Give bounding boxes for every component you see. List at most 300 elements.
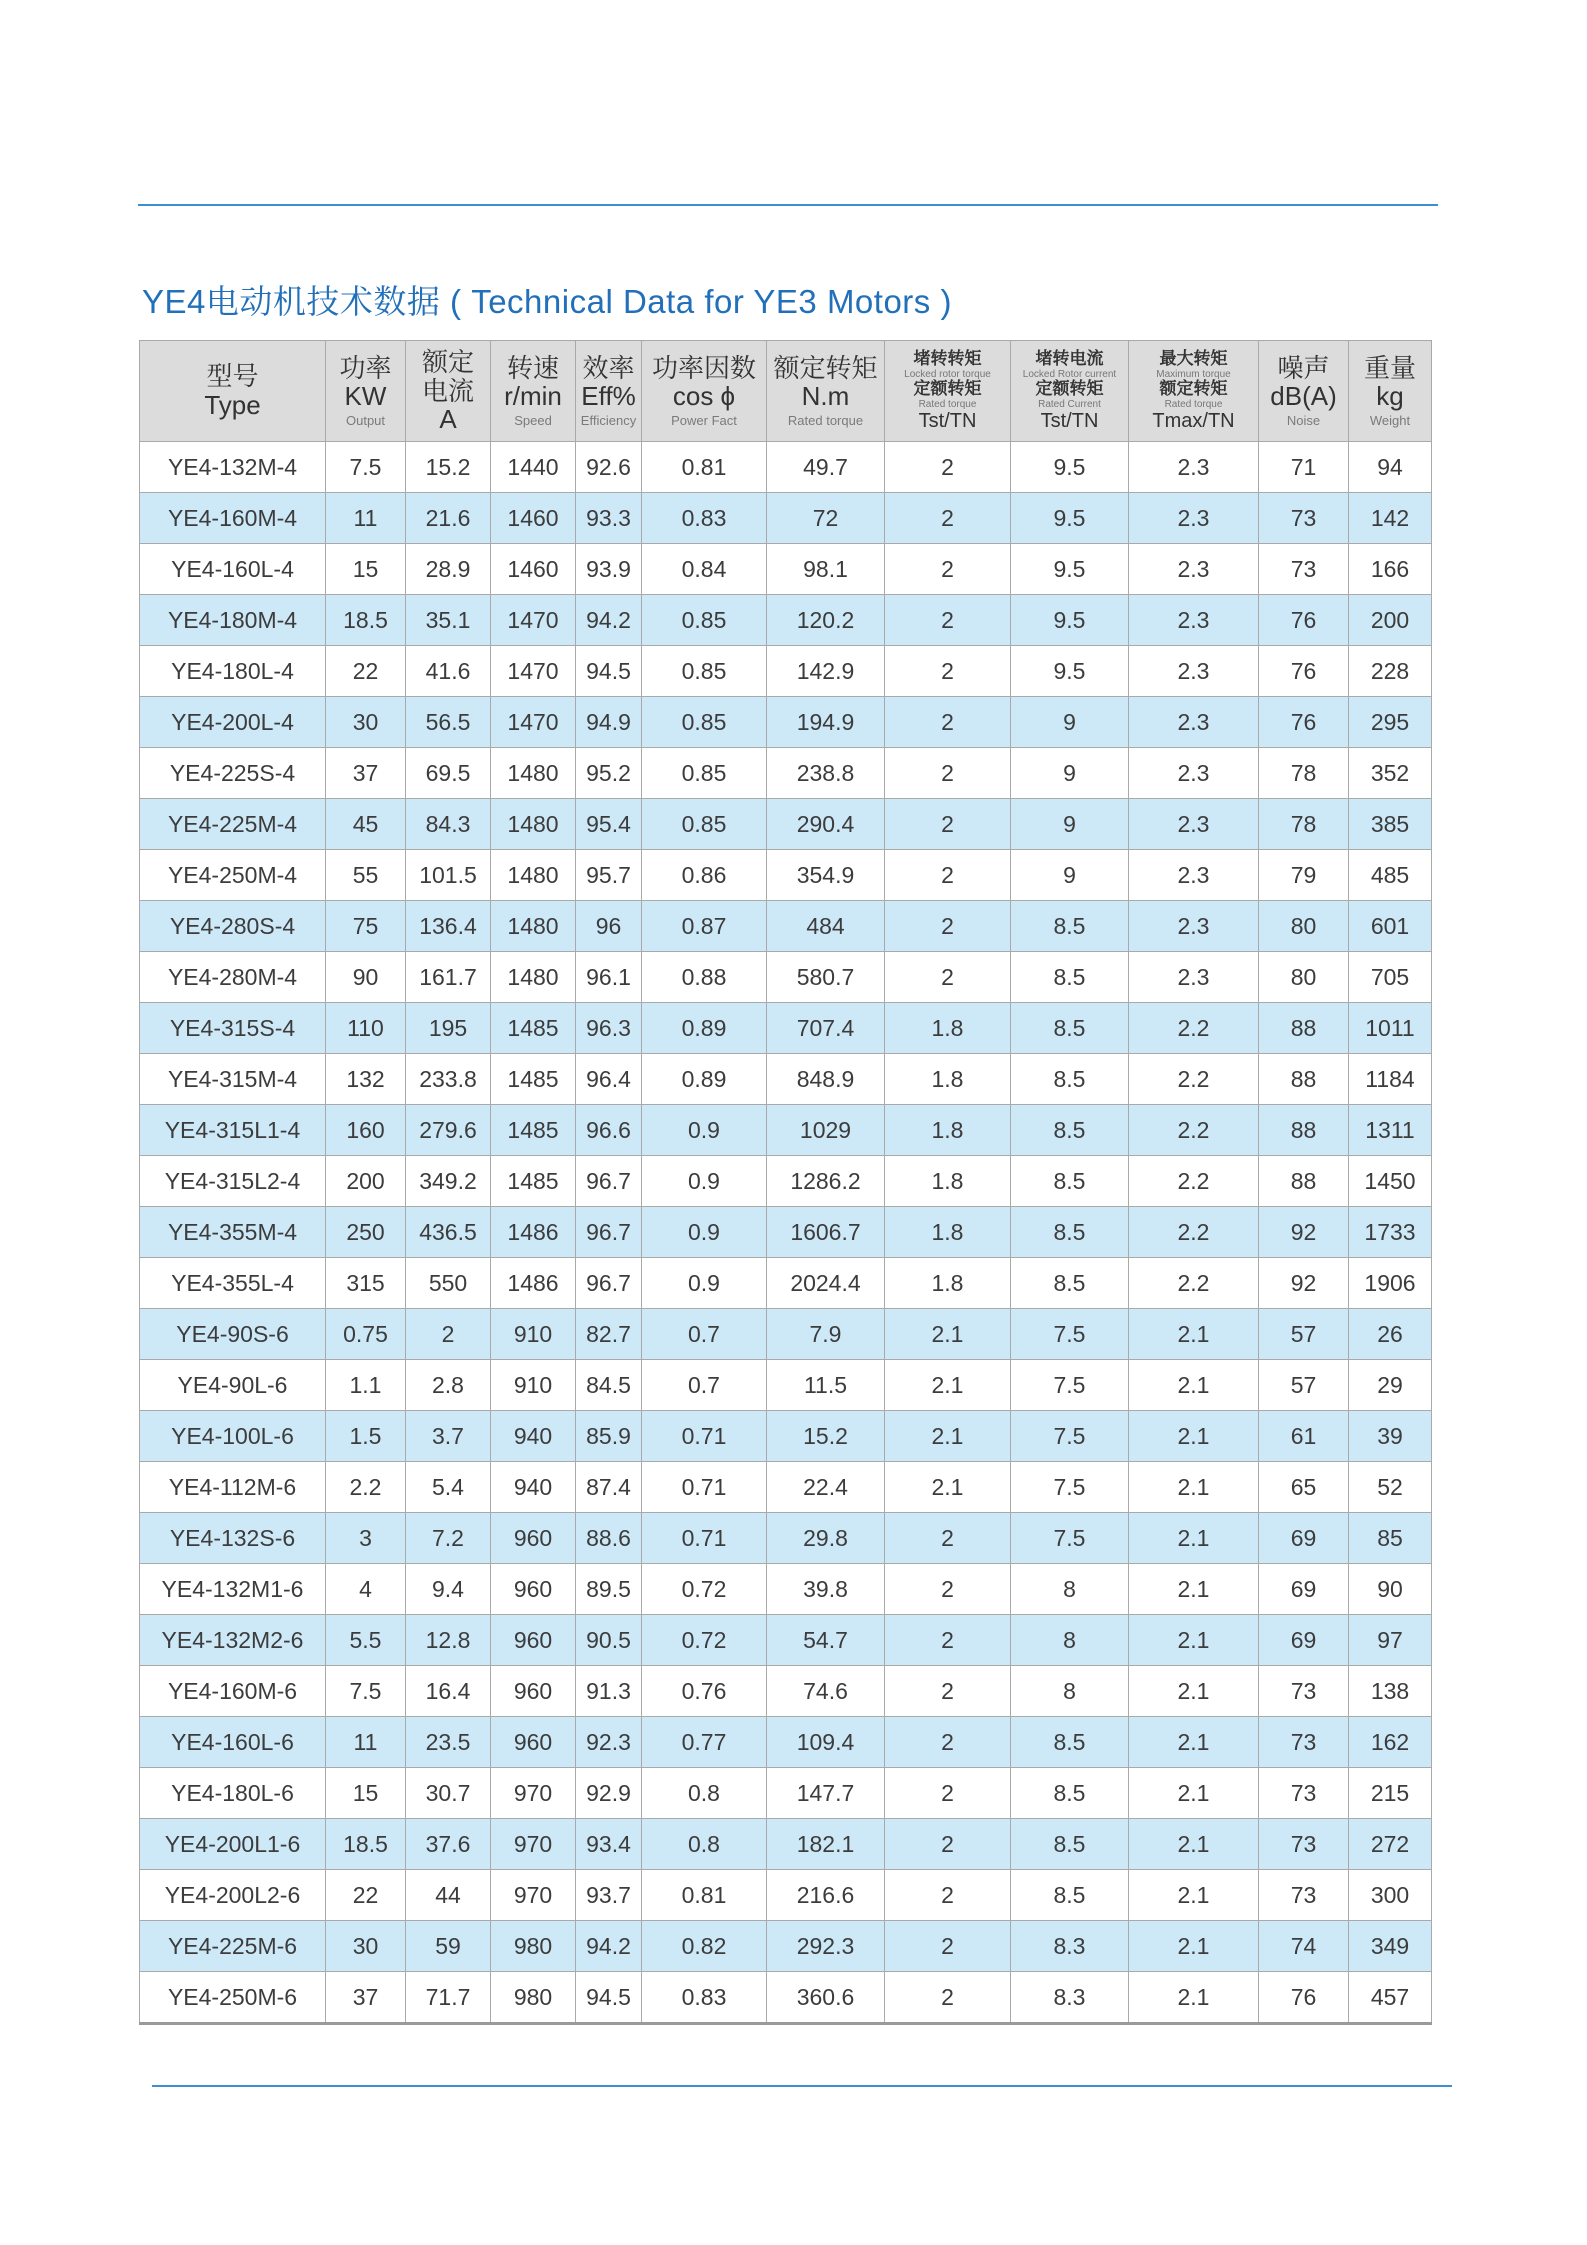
- value-cell: 80: [1259, 901, 1349, 952]
- value-cell: 8.5: [1011, 1003, 1129, 1054]
- value-cell: 1440: [491, 442, 576, 493]
- model-cell: YE4-250M-4: [140, 850, 326, 901]
- value-cell: 92.3: [576, 1717, 642, 1768]
- value-cell: 0.72: [642, 1615, 767, 1666]
- value-cell: 3.7: [406, 1411, 491, 1462]
- value-cell: 96.3: [576, 1003, 642, 1054]
- value-cell: 2.3: [1129, 646, 1259, 697]
- value-cell: 78: [1259, 799, 1349, 850]
- value-cell: 57: [1259, 1360, 1349, 1411]
- model-cell: YE4-315L2-4: [140, 1156, 326, 1207]
- value-cell: 1470: [491, 595, 576, 646]
- table-row: [140, 1156, 1432, 1207]
- value-cell: 97: [1349, 1615, 1432, 1666]
- value-cell: 0.7: [642, 1309, 767, 1360]
- value-cell: 72: [767, 493, 885, 544]
- col-locked-current-ratio: 堵转电流 Locked Rotor current 定额转矩 Rated Current Tst/TN: [1011, 341, 1129, 442]
- table-row: [140, 1513, 1432, 1564]
- table-row: [140, 1768, 1432, 1819]
- value-cell: 8.5: [1011, 1870, 1129, 1921]
- value-cell: 69.5: [406, 748, 491, 799]
- value-cell: 2.1: [1129, 1462, 1259, 1513]
- value-cell: 2: [885, 799, 1011, 850]
- value-cell: 200: [326, 1156, 406, 1207]
- value-cell: 59: [406, 1921, 491, 1972]
- value-cell: 96.4: [576, 1054, 642, 1105]
- value-cell: 1485: [491, 1003, 576, 1054]
- value-cell: 96.7: [576, 1258, 642, 1309]
- value-cell: 1184: [1349, 1054, 1432, 1105]
- value-cell: 29: [1349, 1360, 1432, 1411]
- value-cell: 15.2: [406, 442, 491, 493]
- value-cell: 8.5: [1011, 1156, 1129, 1207]
- value-cell: 980: [491, 1921, 576, 1972]
- value-cell: 22: [326, 1870, 406, 1921]
- value-cell: 28.9: [406, 544, 491, 595]
- value-cell: 2: [885, 748, 1011, 799]
- value-cell: 960: [491, 1564, 576, 1615]
- value-cell: 279.6: [406, 1105, 491, 1156]
- table-row: [140, 952, 1432, 1003]
- value-cell: 16.4: [406, 1666, 491, 1717]
- value-cell: 71: [1259, 442, 1349, 493]
- value-cell: 0.84: [642, 544, 767, 595]
- value-cell: 2.1: [885, 1411, 1011, 1462]
- value-cell: 1460: [491, 493, 576, 544]
- value-cell: 385: [1349, 799, 1432, 850]
- value-cell: 580.7: [767, 952, 885, 1003]
- value-cell: 91.3: [576, 1666, 642, 1717]
- value-cell: 1450: [1349, 1156, 1432, 1207]
- value-cell: 101.5: [406, 850, 491, 901]
- value-cell: 0.85: [642, 646, 767, 697]
- value-cell: 360.6: [767, 1972, 885, 2024]
- value-cell: 65: [1259, 1462, 1349, 1513]
- value-cell: 2: [885, 544, 1011, 595]
- value-cell: 2024.4: [767, 1258, 885, 1309]
- value-cell: 56.5: [406, 697, 491, 748]
- value-cell: 2: [885, 1513, 1011, 1564]
- table-row: [140, 646, 1432, 697]
- value-cell: 195: [406, 1003, 491, 1054]
- value-cell: 87.4: [576, 1462, 642, 1513]
- value-cell: 61: [1259, 1411, 1349, 1462]
- value-cell: 8.5: [1011, 1054, 1129, 1105]
- value-cell: 35.1: [406, 595, 491, 646]
- value-cell: 39: [1349, 1411, 1432, 1462]
- value-cell: 5.5: [326, 1615, 406, 1666]
- value-cell: 71.7: [406, 1972, 491, 2024]
- value-cell: 37.6: [406, 1819, 491, 1870]
- value-cell: 15: [326, 544, 406, 595]
- value-cell: 238.8: [767, 748, 885, 799]
- value-cell: 8.5: [1011, 1768, 1129, 1819]
- table-row: [140, 1054, 1432, 1105]
- value-cell: 8.3: [1011, 1921, 1129, 1972]
- value-cell: 8.5: [1011, 952, 1129, 1003]
- table-row: [140, 1564, 1432, 1615]
- model-cell: YE4-90L-6: [140, 1360, 326, 1411]
- model-cell: YE4-280M-4: [140, 952, 326, 1003]
- table-header: [140, 341, 1432, 442]
- value-cell: 138: [1349, 1666, 1432, 1717]
- col-noise: 噪声 dB(A) Noise: [1259, 341, 1349, 442]
- value-cell: 295: [1349, 697, 1432, 748]
- value-cell: 2: [885, 1564, 1011, 1615]
- model-cell: YE4-132M2-6: [140, 1615, 326, 1666]
- value-cell: 21.6: [406, 493, 491, 544]
- value-cell: 9.5: [1011, 646, 1129, 697]
- value-cell: 8.5: [1011, 1258, 1129, 1309]
- value-cell: 1480: [491, 850, 576, 901]
- value-cell: 292.3: [767, 1921, 885, 1972]
- value-cell: 88: [1259, 1003, 1349, 1054]
- value-cell: 2.1: [1129, 1360, 1259, 1411]
- value-cell: 0.89: [642, 1003, 767, 1054]
- value-cell: 74.6: [767, 1666, 885, 1717]
- value-cell: 0.81: [642, 1870, 767, 1921]
- value-cell: 18.5: [326, 595, 406, 646]
- value-cell: 2.3: [1129, 493, 1259, 544]
- value-cell: 94.5: [576, 1972, 642, 2024]
- value-cell: 2.2: [1129, 1258, 1259, 1309]
- col-power-factor: 功率因数 cos ϕ Power Fact: [642, 341, 767, 442]
- value-cell: 960: [491, 1513, 576, 1564]
- value-cell: 1.8: [885, 1054, 1011, 1105]
- value-cell: 1486: [491, 1258, 576, 1309]
- value-cell: 705: [1349, 952, 1432, 1003]
- model-cell: YE4-132M1-6: [140, 1564, 326, 1615]
- value-cell: 2: [885, 1870, 1011, 1921]
- value-cell: 2: [885, 850, 1011, 901]
- value-cell: 94: [1349, 442, 1432, 493]
- value-cell: 1480: [491, 748, 576, 799]
- value-cell: 8: [1011, 1564, 1129, 1615]
- value-cell: 7.5: [326, 1666, 406, 1717]
- value-cell: 95.2: [576, 748, 642, 799]
- value-cell: 142.9: [767, 646, 885, 697]
- value-cell: 1480: [491, 952, 576, 1003]
- value-cell: 162: [1349, 1717, 1432, 1768]
- value-cell: 1485: [491, 1105, 576, 1156]
- value-cell: 11: [326, 493, 406, 544]
- col-weight: 重量 kg Weight: [1349, 341, 1432, 442]
- value-cell: 1906: [1349, 1258, 1432, 1309]
- value-cell: 84.3: [406, 799, 491, 850]
- value-cell: 82.7: [576, 1309, 642, 1360]
- model-cell: YE4-160M-6: [140, 1666, 326, 1717]
- value-cell: 73: [1259, 1666, 1349, 1717]
- value-cell: 2.1: [1129, 1972, 1259, 2024]
- value-cell: 8.3: [1011, 1972, 1129, 2024]
- value-cell: 485: [1349, 850, 1432, 901]
- page-title: YE4电动机技术数据 ( Technical Data for YE3 Motors ): [142, 283, 952, 320]
- value-cell: 2.1: [1129, 1666, 1259, 1717]
- value-cell: 2: [885, 952, 1011, 1003]
- value-cell: 2.1: [1129, 1921, 1259, 1972]
- value-cell: 37: [326, 1972, 406, 2024]
- value-cell: 2.2: [1129, 1156, 1259, 1207]
- value-cell: 910: [491, 1360, 576, 1411]
- value-cell: 2.2: [1129, 1054, 1259, 1105]
- value-cell: 352: [1349, 748, 1432, 799]
- technical-data-table: [139, 340, 1432, 2025]
- value-cell: 2: [885, 697, 1011, 748]
- value-cell: 2: [885, 1972, 1011, 2024]
- value-cell: 315: [326, 1258, 406, 1309]
- value-cell: 95.7: [576, 850, 642, 901]
- value-cell: 22: [326, 646, 406, 697]
- value-cell: 940: [491, 1411, 576, 1462]
- value-cell: 550: [406, 1258, 491, 1309]
- value-cell: 11: [326, 1717, 406, 1768]
- value-cell: 88: [1259, 1156, 1349, 1207]
- value-cell: 0.75: [326, 1309, 406, 1360]
- model-cell: YE4-100L-6: [140, 1411, 326, 1462]
- value-cell: 1011: [1349, 1003, 1432, 1054]
- value-cell: 2.2: [1129, 1003, 1259, 1054]
- model-cell: YE4-180M-4: [140, 595, 326, 646]
- value-cell: 2.1: [1129, 1717, 1259, 1768]
- value-cell: 0.71: [642, 1411, 767, 1462]
- value-cell: 90.5: [576, 1615, 642, 1666]
- model-cell: YE4-180L-6: [140, 1768, 326, 1819]
- value-cell: 970: [491, 1768, 576, 1819]
- value-cell: 85.9: [576, 1411, 642, 1462]
- value-cell: 2.2: [1129, 1105, 1259, 1156]
- value-cell: 4: [326, 1564, 406, 1615]
- value-cell: 1480: [491, 901, 576, 952]
- value-cell: 2.1: [1129, 1411, 1259, 1462]
- value-cell: 233.8: [406, 1054, 491, 1105]
- value-cell: 22.4: [767, 1462, 885, 1513]
- value-cell: 1470: [491, 646, 576, 697]
- value-cell: 2: [885, 1666, 1011, 1717]
- value-cell: 8: [1011, 1615, 1129, 1666]
- value-cell: 601: [1349, 901, 1432, 952]
- value-cell: 9: [1011, 850, 1129, 901]
- value-cell: 0.85: [642, 595, 767, 646]
- model-cell: YE4-180L-4: [140, 646, 326, 697]
- table-row: [140, 1972, 1432, 2024]
- value-cell: 2.3: [1129, 850, 1259, 901]
- value-cell: 1.1: [326, 1360, 406, 1411]
- model-cell: YE4-90S-6: [140, 1309, 326, 1360]
- table-row: [140, 442, 1432, 493]
- value-cell: 215: [1349, 1768, 1432, 1819]
- value-cell: 132: [326, 1054, 406, 1105]
- value-cell: 94.2: [576, 595, 642, 646]
- value-cell: 182.1: [767, 1819, 885, 1870]
- value-cell: 2.3: [1129, 544, 1259, 595]
- value-cell: 1486: [491, 1207, 576, 1258]
- value-cell: 2.3: [1129, 442, 1259, 493]
- value-cell: 0.76: [642, 1666, 767, 1717]
- value-cell: 970: [491, 1819, 576, 1870]
- value-cell: 2: [885, 1615, 1011, 1666]
- value-cell: 1.8: [885, 1258, 1011, 1309]
- value-cell: 3: [326, 1513, 406, 1564]
- value-cell: 216.6: [767, 1870, 885, 1921]
- model-cell: YE4-200L-4: [140, 697, 326, 748]
- table-row: [140, 1411, 1432, 1462]
- value-cell: 8.5: [1011, 1819, 1129, 1870]
- value-cell: 2: [885, 646, 1011, 697]
- value-cell: 12.8: [406, 1615, 491, 1666]
- value-cell: 9.5: [1011, 544, 1129, 595]
- value-cell: 9: [1011, 748, 1129, 799]
- value-cell: 8.5: [1011, 1207, 1129, 1258]
- value-cell: 78: [1259, 748, 1349, 799]
- value-cell: 970: [491, 1870, 576, 1921]
- value-cell: 98.1: [767, 544, 885, 595]
- value-cell: 1470: [491, 697, 576, 748]
- col-rated-torque: 额定转矩 N.m Rated torque: [767, 341, 885, 442]
- value-cell: 93.3: [576, 493, 642, 544]
- value-cell: 2.1: [1129, 1819, 1259, 1870]
- value-cell: 1485: [491, 1054, 576, 1105]
- value-cell: 8.5: [1011, 1105, 1129, 1156]
- value-cell: 84.5: [576, 1360, 642, 1411]
- value-cell: 194.9: [767, 697, 885, 748]
- value-cell: 2.1: [885, 1309, 1011, 1360]
- model-cell: YE4-160M-4: [140, 493, 326, 544]
- value-cell: 2.2: [326, 1462, 406, 1513]
- value-cell: 940: [491, 1462, 576, 1513]
- value-cell: 2.3: [1129, 697, 1259, 748]
- value-cell: 92.6: [576, 442, 642, 493]
- value-cell: 436.5: [406, 1207, 491, 1258]
- value-cell: 8.5: [1011, 1717, 1129, 1768]
- value-cell: 92: [1259, 1207, 1349, 1258]
- value-cell: 136.4: [406, 901, 491, 952]
- value-cell: 980: [491, 1972, 576, 2024]
- value-cell: 2.1: [1129, 1513, 1259, 1564]
- col-speed: 转速 r/min Speed: [491, 341, 576, 442]
- value-cell: 2.1: [1129, 1768, 1259, 1819]
- col-efficiency: 效率 Eff% Efficiency: [576, 341, 642, 442]
- value-cell: 37: [326, 748, 406, 799]
- value-cell: 88: [1259, 1054, 1349, 1105]
- value-cell: 93.4: [576, 1819, 642, 1870]
- value-cell: 142: [1349, 493, 1432, 544]
- value-cell: 166: [1349, 544, 1432, 595]
- value-cell: 1.8: [885, 1207, 1011, 1258]
- value-cell: 2.3: [1129, 901, 1259, 952]
- value-cell: 354.9: [767, 850, 885, 901]
- table-row: [140, 544, 1432, 595]
- value-cell: 96: [576, 901, 642, 952]
- value-cell: 0.9: [642, 1156, 767, 1207]
- model-cell: YE4-315L1-4: [140, 1105, 326, 1156]
- value-cell: 69: [1259, 1513, 1349, 1564]
- value-cell: 160: [326, 1105, 406, 1156]
- value-cell: 1.8: [885, 1105, 1011, 1156]
- value-cell: 9.5: [1011, 493, 1129, 544]
- value-cell: 23.5: [406, 1717, 491, 1768]
- value-cell: 161.7: [406, 952, 491, 1003]
- value-cell: 0.85: [642, 799, 767, 850]
- value-cell: 88: [1259, 1105, 1349, 1156]
- value-cell: 848.9: [767, 1054, 885, 1105]
- value-cell: 0.85: [642, 697, 767, 748]
- table-row: [140, 493, 1432, 544]
- value-cell: 2: [885, 1768, 1011, 1819]
- value-cell: 2: [885, 1819, 1011, 1870]
- value-cell: 2: [406, 1309, 491, 1360]
- value-cell: 0.9: [642, 1258, 767, 1309]
- value-cell: 2.3: [1129, 595, 1259, 646]
- table-row: [140, 595, 1432, 646]
- value-cell: 7.5: [1011, 1360, 1129, 1411]
- value-cell: 0.85: [642, 748, 767, 799]
- value-cell: 15.2: [767, 1411, 885, 1462]
- value-cell: 2.1: [885, 1360, 1011, 1411]
- value-cell: 2.3: [1129, 952, 1259, 1003]
- model-cell: YE4-250M-6: [140, 1972, 326, 2024]
- table-row: [140, 1105, 1432, 1156]
- value-cell: 94.5: [576, 646, 642, 697]
- value-cell: 2: [885, 595, 1011, 646]
- value-cell: 0.83: [642, 493, 767, 544]
- value-cell: 7.5: [1011, 1309, 1129, 1360]
- value-cell: 0.77: [642, 1717, 767, 1768]
- value-cell: 120.2: [767, 595, 885, 646]
- value-cell: 0.7: [642, 1360, 767, 1411]
- table-row: [140, 901, 1432, 952]
- value-cell: 0.88: [642, 952, 767, 1003]
- value-cell: 1485: [491, 1156, 576, 1207]
- model-cell: YE4-225S-4: [140, 748, 326, 799]
- value-cell: 200: [1349, 595, 1432, 646]
- value-cell: 960: [491, 1717, 576, 1768]
- table-row: [140, 1309, 1432, 1360]
- value-cell: 69: [1259, 1615, 1349, 1666]
- value-cell: 7.5: [1011, 1462, 1129, 1513]
- value-cell: 7.5: [1011, 1411, 1129, 1462]
- table-row: [140, 697, 1432, 748]
- value-cell: 8.5: [1011, 901, 1129, 952]
- model-cell: YE4-315M-4: [140, 1054, 326, 1105]
- value-cell: 76: [1259, 697, 1349, 748]
- value-cell: 2: [885, 493, 1011, 544]
- value-cell: 30: [326, 697, 406, 748]
- value-cell: 29.8: [767, 1513, 885, 1564]
- model-cell: YE4-132S-6: [140, 1513, 326, 1564]
- value-cell: 90: [326, 952, 406, 1003]
- value-cell: 0.89: [642, 1054, 767, 1105]
- value-cell: 5.4: [406, 1462, 491, 1513]
- value-cell: 39.8: [767, 1564, 885, 1615]
- value-cell: 290.4: [767, 799, 885, 850]
- value-cell: 80: [1259, 952, 1349, 1003]
- value-cell: 0.9: [642, 1207, 767, 1258]
- table-row: [140, 1717, 1432, 1768]
- value-cell: 272: [1349, 1819, 1432, 1870]
- value-cell: 73: [1259, 1819, 1349, 1870]
- value-cell: 110: [326, 1003, 406, 1054]
- table-row: [140, 1003, 1432, 1054]
- table-row: [140, 1870, 1432, 1921]
- value-cell: 18.5: [326, 1819, 406, 1870]
- value-cell: 2.2: [1129, 1207, 1259, 1258]
- value-cell: 228: [1349, 646, 1432, 697]
- model-cell: YE4-160L-4: [140, 544, 326, 595]
- value-cell: 79: [1259, 850, 1349, 901]
- value-cell: 74: [1259, 1921, 1349, 1972]
- value-cell: 2.8: [406, 1360, 491, 1411]
- value-cell: 90: [1349, 1564, 1432, 1615]
